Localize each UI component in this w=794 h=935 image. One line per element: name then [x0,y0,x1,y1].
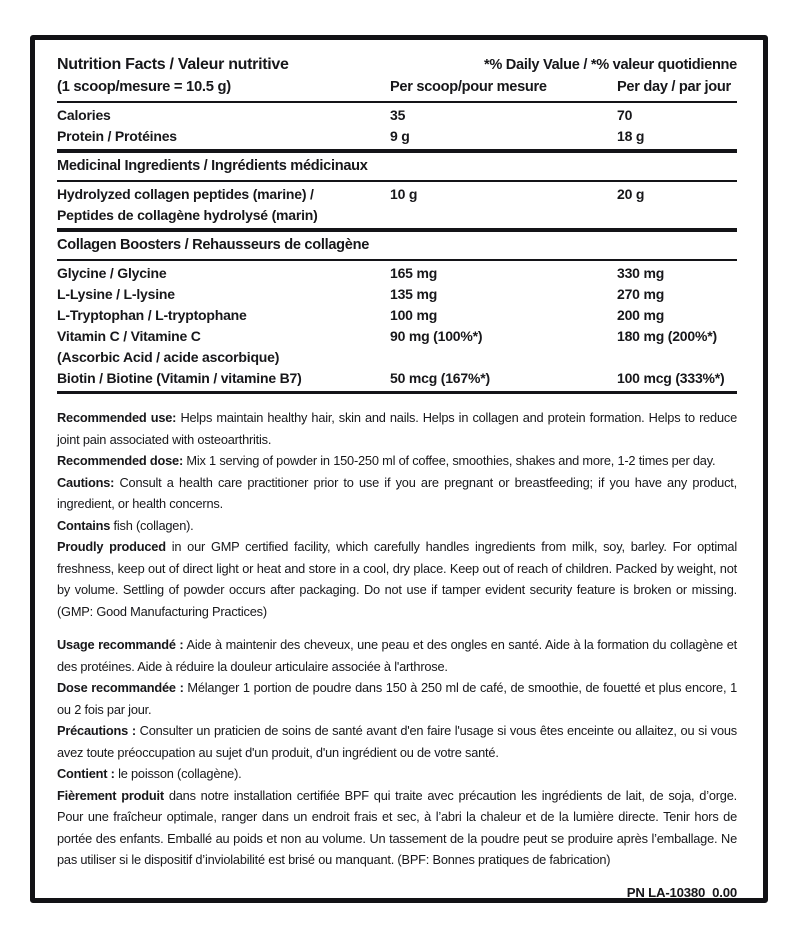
value-per-scoop: 135 mg [390,286,438,302]
medicinal-rows [57,182,737,228]
paragraph-recommended-use [57,407,737,450]
table-row-ascorbic-acid [57,347,737,368]
table-row-biotin [57,368,737,389]
paragraph-lead: Précautions : [57,723,136,738]
paragraph-text: Consulter un praticien de soins de santé avant d'en faire l'usage si vous êtes enceinte ou allaitez, ou si vous avez toute préoccupation au sujet d'un produit, d'un ingrédient ou de votre santé. [57,723,737,760]
nutrient-name [57,184,390,226]
column-header-per-scoop: Per scoop/pour mesure [390,79,547,95]
nutrient-name: Calories [57,107,111,123]
panel-header-line2 [57,76,737,98]
value-per-scoop [390,347,617,368]
table-row-calories [57,105,737,126]
value-per-day: 18 g [617,128,645,144]
table-row-lysine [57,284,737,305]
paragraph-text: Mélanger 1 portion de poudre dans 150 à 250 ml de café, de smoothie, de fouetté et plus encore, 1 ou 2 fois par jour. [57,680,738,717]
paragraph-text: Aide à maintenir des cheveux, une peau et des ongles en santé. Aide à la formation du collagène et des protéines. Aide à réduire la douleur articulaire associée à l'arthrose. [57,637,737,674]
table-row-protein [57,126,737,147]
paragraph-text: le poisson (collagène). [114,766,242,781]
paragraph-usage-recommande [57,634,737,677]
value-per-day: 100 mcg (333%*) [617,370,725,386]
nutrient-name: (Ascorbic Acid / acide ascorbique) [57,349,280,365]
paragraph-cautions [57,472,737,515]
english-info-block [57,407,737,622]
paragraph-contains [57,515,737,537]
paragraph-text: in our GMP certified facility, which carefully handles ingredients from milk, soy, barley. For optimal freshness, keep out of direct light or heat and store in a cool, dry place. Keep out of reach of children. Packed by weight, not by volume. Settling of powder occurs after packaging. Do not use if tamper evident security feature is broken or missing. (GMP: Good Manufacturing Practices) [57,539,737,619]
table-row-tryptophan [57,305,737,326]
value-per-scoop: 10 g [390,186,418,202]
nutrient-name: Glycine / Glycine [57,265,167,281]
value-per-day: 180 mg (200%*) [617,328,717,344]
table-row-glycine [57,263,737,284]
paragraph-dose-recommandee [57,677,737,720]
serving-size: (1 scoop/mesure = 10.5 g) [57,79,231,95]
value-per-day: 70 [617,107,633,123]
nutrient-name: Protein / Protéines [57,128,177,144]
nutrient-name: L-Lysine / L-lysine [57,286,175,302]
french-info-block [57,634,737,871]
daily-value-note: *% Daily Value / *% valeur quotidienne [484,57,737,73]
value-per-scoop: 165 mg [390,265,438,281]
divider [57,391,737,394]
nutrient-name: Vitamin C / Vitamine C [57,328,201,344]
value-per-day: 270 mg [617,286,665,302]
paragraph-lead: Dose recommandée : [57,680,184,695]
paragraph-lead: Recommended use: [57,410,177,425]
column-header-per-day: Per day / par jour [617,79,731,95]
value-per-scoop: 50 mcg (167%*) [390,370,490,386]
panel-header-line1 [57,54,737,76]
basic-rows [57,103,737,149]
paragraph-text: Consult a health care practitioner prior to use if you are pregnant or breastfeeding; if you have any product, ingredient, or health concerns. [57,474,737,511]
paragraph-lead: Cautions: [57,474,115,490]
nutrient-name: Biotin / Biotine (Vitamin / vitamine B7) [57,370,302,386]
paragraph-lead: Fièrement produit [57,787,164,803]
paragraph-lead: Usage recommandé : [57,637,184,652]
value-per-day: 200 mg [617,307,665,323]
booster-rows [57,261,737,391]
paragraph-text: Mix 1 serving of powder in 150-250 ml of coffee, smoothies, shakes and more, 1-2 times per day. [183,453,716,468]
paragraph-lead: Recommended dose: [57,453,184,468]
part-number: PN LA-10380 0.00 [626,884,737,900]
value-per-day [617,347,737,368]
nutrient-name-line2: Peptides de collagène hydrolysé (marin) [57,207,318,223]
section-heading-medicinal: Medicinal Ingredients / Ingrédients médicinaux [57,158,368,174]
paragraph-precautions [57,720,737,763]
table-row-collagen-peptides [57,184,737,226]
value-per-scoop: 90 mg (100%*) [390,328,483,344]
paragraph-fierement-produit [57,785,737,871]
nutrient-name-line1: Hydrolyzed collagen peptides (marine) / [57,186,314,202]
paragraph-lead: Proudly produced [57,539,166,554]
paragraph-proudly-produced [57,536,737,622]
nutrient-name: L-Tryptophan / L-tryptophane [57,307,247,323]
value-per-day: 330 mg [617,265,665,281]
value-per-scoop: 9 g [390,128,410,144]
paragraph-lead: Contient : [57,766,115,781]
section-heading-boosters: Collagen Boosters / Rehausseurs de collagène [57,237,370,253]
paragraph-contient [57,763,737,785]
value-per-day: 20 g [617,186,645,202]
table-row-vitamin-c [57,326,737,347]
value-per-scoop: 35 [390,107,406,123]
paragraph-lead: Contains [57,517,111,533]
nutrition-facts-title: Nutrition Facts / Valeur nutritive [57,56,289,73]
paragraph-text: fish (collagen). [110,517,194,533]
nutrition-facts-panel [30,35,768,903]
value-per-scoop: 100 mg [390,307,438,323]
paragraph-text: dans notre installation certifiée BPF qui traite avec précaution les ingrédients de lait, de soja, d’orge. Pour une fraîcheur optimale, ranger dans un endroit frais et sec, à l’abri la chaleur et de la lumière directe. Tenir hors de portée des enfants. Emballé au poids et non au volume. Un tassement de la poudre peut se produire après l’emballage. Ne pas utiliser si le dispositif d’inviolabilité est brisé ou manquant. (BPF: Bonnes pratiques de fabrication) [57,787,738,867]
paragraph-recommended-dose [57,450,737,472]
paragraph-text: Helps maintain healthy hair, skin and nails. Helps in collagen and protein formation. Helps to reduce joint pain associated with osteoarthritis. [57,410,737,447]
